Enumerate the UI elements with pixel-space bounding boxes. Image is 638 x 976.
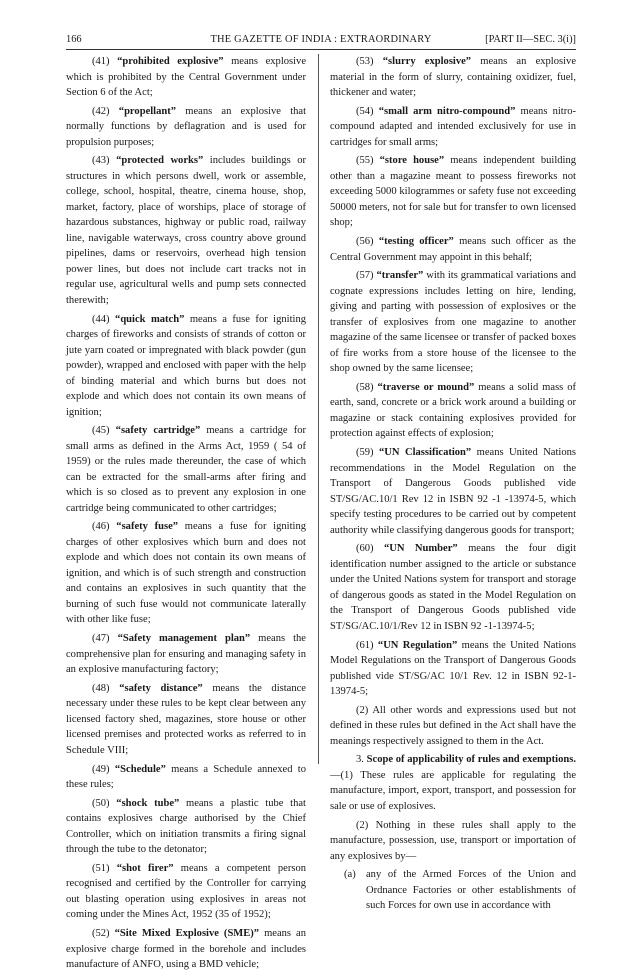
clause-number: (57) <box>356 270 374 282</box>
defined-term: “store house” <box>379 155 445 167</box>
clause-number: (51) <box>92 862 110 874</box>
clause-number: (48) <box>92 682 110 694</box>
clause-text: means independent building other than a magazine meant to possess fireworks not exceeding 5000 kilogrammes or safety fuse not exceeding 50000 meters, not for sale but for transfer to own licensed shop; <box>330 155 577 229</box>
defined-term: “transfer” <box>376 270 424 282</box>
clause-number: (58) <box>356 381 374 393</box>
clause-number: (60) <box>356 543 374 555</box>
clause-text: means a cartridge for small arms as defined in the Arms Act, 1959 ( 54 of 1959) or the rules made thereunder, the case of which can be extracted for the small-arms after firing and which is so closed as to prevent any explosion in one cartridge being communicated to other cartridges; <box>66 425 306 514</box>
definition-clause <box>330 234 576 265</box>
clause-number: (41) <box>92 56 110 67</box>
defined-term: “slurry explosive” <box>382 56 472 67</box>
clause-number: (53) <box>356 56 374 67</box>
defined-term: “shot firer” <box>116 862 174 874</box>
definition-clause <box>330 153 576 231</box>
definition-clause <box>330 104 576 151</box>
definition-clause <box>66 519 306 628</box>
clause-number: (2) <box>356 704 369 716</box>
definition-clause <box>330 541 576 634</box>
clause-text: Nothing in these rules shall apply to the manufacture, possession, use, transport or importation of any explosives by— <box>330 819 576 862</box>
clause-number: (42) <box>92 105 110 117</box>
clause-text: means a fuse for igniting charges of other explosives which burn and does not explode and which does not contain its own means of ignition, and which is of such strength and construction and contains an explosives in such quantity that the burning of such fuse would not communicate laterally with other like fuse; <box>66 521 306 626</box>
right-column <box>330 54 576 917</box>
clause-number: (54) <box>356 105 374 117</box>
header-rule <box>66 49 576 50</box>
clause-text: means a competent person recognised and certified by the Controller for carrying out blasting operation using explosives in areas not coming under the Mines Act, 1952 (35 of 1952); <box>66 862 307 921</box>
defined-term: “quick match” <box>115 313 185 325</box>
gazette-title: THE GAZETTE OF INDIA : EXTRAORDINARY <box>210 34 432 45</box>
defined-term: “shock tube” <box>116 797 180 809</box>
clause-text: means the four digit identification number assigned to the article or substance under the United Nations system for transport and storage of dangerous goods as stated in the Model Regulation on the Transport of Dangerous Goods published vide ST/SG/AC.10/1/Rev 12 in ISBN 92 -1-13974-5; <box>330 543 576 632</box>
defined-term: “UN Number” <box>383 543 458 555</box>
column-divider <box>318 54 319 764</box>
clause-number: (47) <box>92 633 110 645</box>
clause-number: (2) <box>356 819 369 831</box>
clause-number: (50) <box>92 797 110 809</box>
clause-text: —(1) These rules are applicable for regulating the manufacture, import, export, transport, and possession for sale or use of explosives. <box>330 769 576 812</box>
clause-text: means the United Nations Model Regulations on the Transport of Dangerous Goods published vide ST/SG/AC 10/1 Rev. 12 in ISBN 92-1-13974-5; <box>330 639 576 697</box>
sub-clause-a <box>344 867 576 914</box>
defined-term: “small arm nitro-compound” <box>378 105 516 117</box>
clause-text: means an explosive that normally functions by deflagration and is used for propulsion purposes; <box>66 105 307 148</box>
sub-clause-text: any of the Armed Forces of the Union and Ordnance Factories or other establishments of such Forces for own use in accordance with <box>366 869 576 912</box>
clause-number: 3. <box>356 754 364 766</box>
definition-clause <box>330 703 576 750</box>
defined-term: “safety distance” <box>119 682 203 694</box>
clause-text: All other words and expressions used but not defined in these rules but defined in the Act shall have the meanings respectively assigned to them in the Act. <box>330 704 576 747</box>
definition-clause <box>66 631 306 678</box>
clause-number: (46) <box>92 521 110 533</box>
definition-clause <box>330 818 576 865</box>
defined-term: “safety cartridge” <box>115 425 201 437</box>
defined-term: “safety fuse” <box>116 521 179 533</box>
clause-text: means an explosive material in the form of slurry, containing oxidizer, fuel, thickener and water; <box>330 56 576 98</box>
defined-term: “traverse or mound” <box>377 381 475 393</box>
defined-term: “UN Classification” <box>379 447 472 459</box>
clause-text: means an explosive charge formed in the borehole and includes manufacture of ANFO, using a BMD vehicle; <box>66 928 306 971</box>
defined-term: “protected works” <box>116 155 204 167</box>
definition-clause <box>330 445 576 538</box>
clause-text: means a Schedule annexed to these rules; <box>66 763 307 790</box>
definition-clause <box>66 861 306 923</box>
defined-term: “Site Mixed Explosive (SME)” <box>114 928 260 940</box>
definition-clause <box>330 752 576 814</box>
definition-clause <box>66 926 306 973</box>
clause-text: means explosive which is prohibited by the Central Government under Section 6 of the Act; <box>66 56 307 98</box>
clause-text: means United Nations recommendations in the Model Regulation on the Transport of Dangerous Goods published vide ST/SG/AC.10/1 Rev 12 in ISBN 92 -1 -13974-5, which specify testing procedures to be carried out by competent authority while classifying dangerous goods for transport; <box>330 447 577 536</box>
defined-term: “testing officer” <box>378 236 454 248</box>
clause-number: (56) <box>356 236 374 248</box>
clause-text: with its grammatical variations and cognate expressions includes letting on hire, lending, giving and parting with possession of explosives or the transfer of explosives from one magazine to another magazine of the same licensee or transfer of packed boxes of fire works from a store house of the licensee to the shop owned by the same licensee; <box>330 270 576 375</box>
clause-number: (43) <box>92 155 110 167</box>
clause-number: (45) <box>92 425 110 437</box>
definition-clause <box>66 312 306 421</box>
sub-clause-label: (a) <box>344 869 356 881</box>
definition-clause <box>330 638 576 700</box>
clause-text: means nitro-compound adapted and intended exclusively for use in cartridges for small arms; <box>330 105 576 148</box>
definition-clause <box>330 380 576 442</box>
clause-text: includes buildings or structures in which persons dwell, work or assemble, college, school, hospital, theatre, cinema house, shop, market, factory, place of worships, place of storage of hazardous substances, highway or public road, railway line, navigable waterways, cross country above ground pipelines, dams or reservoirs, overhead high tension power lines, but does not include cart tracks not in regular use, agricultural wells and pump sets connected therewith; <box>66 155 306 306</box>
definition-clause <box>330 268 576 377</box>
clause-number: (55) <box>356 155 374 167</box>
page-number: 166 <box>66 34 82 45</box>
defined-term: “propellant” <box>118 105 177 117</box>
defined-term: “Safety management plan” <box>117 633 251 645</box>
clause-number: (44) <box>92 313 110 325</box>
definition-clause <box>66 762 306 793</box>
defined-term: “Schedule” <box>114 763 166 775</box>
clause-text: means a fuse for igniting charges of fireworks and consists of strands of cotton or jute yarn coated or impregnated with black powder (gun powder), wrapped and enclosed with paper with the help of binding material and which burns but does not explode and which does not contain its own means of ignition; <box>66 313 307 418</box>
right-column-clauses <box>330 54 576 864</box>
definition-clause <box>66 681 306 759</box>
clause-text: means the comprehensive plan for ensuring and managing safety in an explosive manufacturing factory; <box>66 633 306 676</box>
clause-number: (61) <box>356 639 374 651</box>
clause-text: means the distance necessary under these rules to be kept clear between any licensed factory shed, magazines, store house or other licensed premises and protected works as referred to in Schedule VIII; <box>66 682 306 756</box>
definition-clause <box>66 423 306 516</box>
definition-clause <box>66 54 306 101</box>
clause-text: means a plastic tube that contains explosives charge authorised by the Chief Controller, which on initiation transmits a firing signal through the tube to the detonator; <box>66 797 306 856</box>
clause-number: (49) <box>92 763 110 775</box>
definition-clause <box>330 54 576 101</box>
clause-text: means such officer as the Central Government may appoint in this behalf; <box>330 236 576 263</box>
definition-clause <box>66 153 306 308</box>
defined-term: Scope of applicability of rules and exemptions. <box>366 754 576 766</box>
left-column <box>66 54 306 976</box>
clause-number: (59) <box>356 447 374 459</box>
clause-text: means a solid mass of earth, sand, concrete or a brick work around a building or magazine or stack containing explosives provided for protection against effects of explosion; <box>330 381 577 440</box>
definition-clause <box>66 104 306 151</box>
defined-term: “UN Regulation” <box>377 639 458 651</box>
clause-number: (52) <box>92 928 110 940</box>
defined-term: “prohibited explosive” <box>117 56 224 67</box>
section-reference: [PART II—SEC. 3(i)] <box>485 34 576 45</box>
definition-clause <box>66 796 306 858</box>
